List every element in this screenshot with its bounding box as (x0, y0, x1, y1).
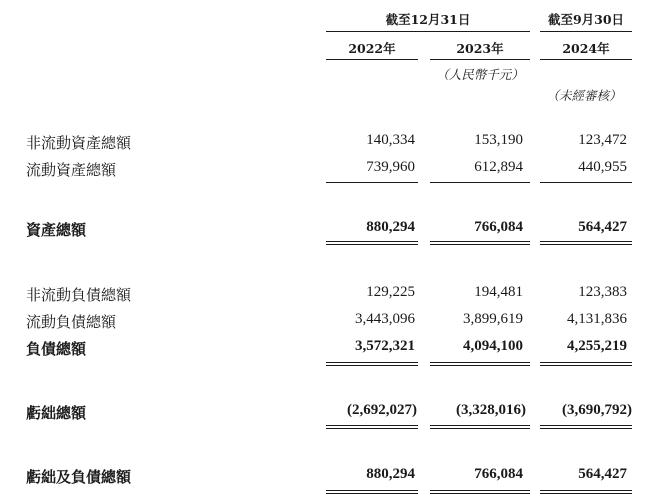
total-double-rule (540, 362, 632, 366)
value-2024: 123,472 (578, 132, 627, 148)
total-double-rule (326, 241, 418, 245)
total-double-rule (430, 241, 530, 245)
row-label-total-deficit: 虧絀總額 (26, 404, 87, 422)
value-2024: (3,690,792) (562, 402, 632, 418)
value-2023: 194,481 (474, 284, 523, 300)
row-label-current-assets: 流動資產總額 (26, 161, 117, 179)
subtotal-rule (326, 182, 418, 183)
value-2024: 440,955 (578, 159, 627, 175)
row-label-total-liabilities: 負債總額 (26, 340, 87, 358)
total-double-rule (540, 425, 632, 429)
unaudited-label: （未經審核） (546, 88, 622, 103)
value-2023: 612,894 (474, 159, 523, 175)
value-2022: 140,334 (366, 132, 415, 148)
total-double-rule (430, 425, 530, 429)
value-2022: 880,294 (366, 466, 415, 482)
value-2024: 564,427 (578, 219, 627, 235)
row-label-total-assets: 資產總額 (26, 221, 87, 239)
total-double-rule (326, 490, 418, 494)
total-double-rule (430, 362, 530, 366)
value-2022: 3,572,321 (355, 338, 415, 354)
period-header-sep30: 截至9月30日 (547, 12, 625, 27)
year-rule-2023 (430, 59, 530, 60)
row-label-non-current-liabilities: 非流動負債總額 (26, 286, 132, 304)
total-double-rule (326, 425, 418, 429)
value-2023: (3,328,016) (456, 402, 526, 418)
year-header-2022: 2022年 (348, 41, 396, 56)
value-2023: 3,899,619 (463, 311, 523, 327)
total-double-rule (326, 362, 418, 366)
value-2024: 4,131,836 (567, 311, 627, 327)
value-2022: 880,294 (366, 219, 415, 235)
year-rule-2024 (540, 59, 632, 60)
subtotal-rule (540, 182, 632, 183)
total-double-rule (540, 241, 632, 245)
value-2023: 766,084 (474, 466, 523, 482)
row-label-current-liabilities: 流動負債總額 (26, 313, 117, 331)
value-2023: 153,190 (474, 132, 523, 148)
value-2024: 564,427 (578, 466, 627, 482)
value-2022: (2,692,027) (347, 402, 417, 418)
subtotal-rule (430, 182, 530, 183)
value-2023: 4,094,100 (463, 338, 523, 354)
year-header-2023: 2023年 (456, 41, 504, 56)
value-2022: 3,443,096 (355, 311, 415, 327)
header-rule-dec31 (326, 31, 530, 32)
value-2022: 739,960 (366, 159, 415, 175)
total-double-rule (430, 490, 530, 494)
value-2024: 123,383 (578, 284, 627, 300)
value-2022: 129,225 (366, 284, 415, 300)
row-label-non-current-assets: 非流動資產總額 (26, 134, 132, 152)
period-header-dec31: 截至12月31日 (385, 12, 471, 27)
year-header-2024: 2024年 (562, 41, 610, 56)
total-double-rule (540, 490, 632, 494)
value-2023: 766,084 (474, 219, 523, 235)
unit-label: （人民幣千元） (436, 67, 524, 82)
year-rule-2022 (326, 59, 418, 60)
value-2024: 4,255,219 (567, 338, 627, 354)
row-label-total-deficit-and-liabilities: 虧絀及負債總額 (26, 468, 132, 486)
header-rule-sep30 (540, 31, 632, 32)
